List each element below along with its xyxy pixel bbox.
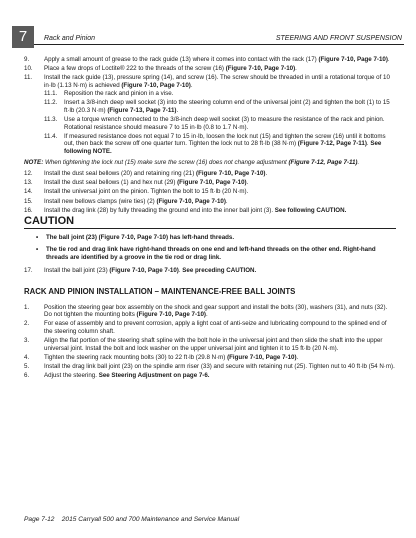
text-run: For ease of assembly and to prevent corrosion, apply a light coat of anti-seize and lubricating compound to the splined end of the steering column shaft. (44, 320, 387, 336)
substep-text (64, 99, 390, 114)
step-item (24, 74, 396, 155)
cross-reference: (Figure 7-12, Page 7-11) (297, 140, 367, 148)
step-item (24, 304, 396, 319)
page-header (12, 26, 404, 45)
substep-item (44, 90, 396, 98)
text-run: Insert a 3/8-inch deep well socket (3) into the steering column end of the universal joint (2) and tighten the bolt (1) to 15 ft·lb (20.3 N·m) (64, 99, 390, 115)
step-item (24, 320, 396, 335)
step-number: 15. (24, 197, 33, 205)
text-run: Use a torque wrench connected to the 3/8-inch deep well socket (3) to measure the resistance of the rack and pinion. Rotational resistance should measure 7 to 15 in·lb (0.8 to 1.7 N·m). (64, 116, 385, 131)
cross-reference: (Figure 7-10, Page 7-10) (227, 353, 297, 361)
step-item (24, 198, 396, 206)
caution-heading: CAUTION (24, 218, 396, 229)
note-text (43, 159, 359, 166)
text-run: Install new bellows clamps (wire ties) (2) (44, 197, 157, 205)
step-number: 4. (24, 353, 30, 361)
page-footer (24, 516, 239, 523)
note (24, 159, 396, 167)
cross-reference: See Steering Adjustment on page 7-6. (98, 372, 210, 379)
text-run: . (178, 266, 183, 274)
substep-list (44, 90, 396, 155)
step-number: 5. (24, 362, 30, 370)
substep-text (64, 90, 173, 97)
step-number: 10. (24, 65, 33, 73)
cross-reference: (Figure 7-10, Page 7-10) (156, 197, 226, 205)
step-text (44, 56, 390, 63)
step-number: 3. (24, 337, 30, 345)
text-run: . (190, 81, 193, 89)
steps-list (24, 304, 396, 380)
cross-reference: See preceding CAUTION. (182, 266, 257, 274)
cross-reference: (Figure 7-13, Page 7-11) (107, 107, 177, 115)
cross-reference: (Figure 7-10, Page 7-10) (177, 179, 247, 187)
step-number: 12. (24, 170, 33, 178)
text-run: Install the dust seal bellows (1) and hex nut (29) (44, 179, 178, 187)
text-run: Place a few drops of Loctite® 222 to the threads of the screw (16) (44, 65, 226, 73)
text-run: Adjust the steering. (44, 372, 99, 379)
text-run: Install the drag link ball joint (23) on the spindle arm riser (33) and secure with retaining nut (25). Tighten nut to 40 ft·lb (54 N·m). (44, 362, 395, 370)
step-item (24, 354, 396, 362)
footer-page-number: Page 7-12 (24, 516, 55, 523)
step-text (44, 354, 298, 361)
step-text (44, 267, 256, 274)
text-run: . (246, 179, 249, 187)
note-label: NOTE: (24, 158, 44, 166)
step-number: 2. (24, 320, 30, 328)
steps-list (24, 56, 396, 156)
step-item (24, 56, 396, 64)
steps-list (24, 267, 396, 275)
text-run: Install the drag link (28) by fully threading the ground end into the inner ball joint (3). (44, 206, 275, 214)
text-run: If measured resistance does not equal 7 to 15 in·lb, loosen the lock nut (15) and tighten the screw (16) until it bottoms out, then back the screw off one quarter turn. Tighten the lock nut to 28 ft·lb (38 N·m) (64, 132, 386, 148)
step-item (24, 337, 396, 352)
text-run: . (225, 197, 228, 205)
text-run: Align the flat portion of the steering shaft spline with the bolt hole in the universal joint and then slide the shaft into the upper universal joint. Install the bolt and lock washer on the upper universal joint and tighten it to 15 ft·lb (20 N·m). (44, 337, 383, 352)
text-run: . (265, 170, 268, 178)
chapter-tab: 7 (12, 26, 34, 48)
step-text (44, 363, 395, 370)
step-number: 14. (24, 188, 33, 196)
text-run: . (176, 107, 179, 115)
step-text (44, 179, 248, 186)
substep-item (44, 133, 396, 156)
caution-list (24, 234, 396, 262)
step-number: 11. (24, 74, 33, 82)
header-left-title: Rack and Pinion (44, 35, 95, 42)
step-text (44, 65, 297, 72)
text-run: . (387, 56, 390, 63)
step-text (44, 320, 387, 335)
caution-bullet: • The tie rod and drag link have right-hand threads on one end and left-hand threads on the other end. Right-hand threads are identified by a groove in the tie rod or drag link. (24, 246, 396, 261)
step-number: 9. (24, 56, 30, 63)
step-item (24, 363, 396, 371)
step-text (44, 207, 346, 214)
step-item (24, 170, 396, 178)
step-text (44, 304, 387, 319)
step-item (24, 372, 396, 380)
substep-text (64, 133, 386, 155)
step-item (24, 207, 396, 215)
substep-item (44, 99, 396, 114)
cross-reference: (Figure 7-10, Page 7-10) (136, 311, 206, 319)
text-run: . (296, 353, 299, 361)
cross-reference: (Figure 7-10, Page 7-10) (318, 56, 388, 63)
step-item (24, 188, 396, 196)
step-text (44, 170, 267, 177)
step-number: 13. (24, 179, 33, 187)
steps-list (24, 170, 396, 214)
header-right-title: STEERING AND FRONT SUSPENSION (275, 35, 402, 42)
cross-reference: (Figure 7-10, Page 7-10) (225, 65, 296, 73)
footer-title: 2015 Carryall 500 and 700 Maintenance and Service Manual (61, 516, 240, 523)
caution-bullet: • The ball joint (23) (Figure 7-10, Page 7-10) has left-hand threads. (24, 234, 396, 242)
step-text (44, 337, 382, 352)
substep-number: 11.4. (44, 132, 58, 140)
step-text (44, 188, 248, 195)
text-run: . (357, 158, 360, 166)
text-run: When tightening the lock nut (15) make sure the screw (16) does not change adjustment (43, 158, 289, 166)
cross-reference: (Figure 7-10, Page 7-10) (121, 81, 191, 89)
step-item (24, 267, 396, 275)
step-text (44, 74, 390, 89)
step-number: 1. (24, 303, 30, 311)
cross-reference: See following CAUTION. (274, 206, 347, 214)
substep-item (44, 116, 396, 131)
substep-text (64, 116, 385, 131)
text-run: Install the dust seal bellows (20) and retaining ring (21) (44, 170, 197, 178)
step-item (24, 179, 396, 187)
substep-number: 11.2. (44, 99, 58, 107)
text-run: Install the ball joint (23) (44, 266, 110, 274)
cross-reference: (Figure 7-10, Page 7-10) (196, 170, 266, 178)
section-heading: RACK AND PINION INSTALLATION – MAINTENANCE-FREE BALL JOINTS (24, 287, 296, 297)
substep-number: 11.3. (44, 116, 58, 124)
step-item (24, 65, 396, 73)
text-run: Reposition the rack and pinion in a vise. (64, 90, 174, 98)
text-run: Install the rack guide (13), pressure spring (14), and screw (16). The screw should be threaded in until a rotational torque of 10 in·lb (1.13 N·m) is achieved (44, 74, 390, 89)
step-number: 6. (24, 372, 30, 379)
cross-reference: (Figure 7-10, Page 7-10) (109, 266, 179, 274)
step-number: 16. (24, 206, 33, 214)
text-run: Position the steering gear box assembly on the shock and gear support and install the bolts (30), washers (31), and nuts (32). Do not tighten the mounting bolts (44, 303, 388, 319)
text-run: Tighten the steering rack mounting bolts (30) to 22 ft·lb (29.8 N·m) (44, 353, 228, 361)
step-number: 17. (24, 266, 33, 274)
text-run: . (366, 140, 371, 148)
text-run: . (206, 311, 208, 319)
cross-reference: (Figure 7-12, Page 7-11) (288, 158, 358, 166)
step-text (44, 372, 210, 379)
text-run: Apply a small amount of grease to the rack guide (13) where it comes into contact with the rack (17) (44, 56, 319, 63)
text-run: Install the universal joint on the pinion. Tighten the bolt to 15 ft·lb (20 N·m). (44, 188, 249, 196)
text-run: . (295, 65, 297, 73)
step-text (44, 198, 228, 205)
page-body (24, 56, 396, 381)
cross-reference: See following NOTE. (64, 140, 382, 156)
substep-number: 11.1. (44, 90, 58, 98)
